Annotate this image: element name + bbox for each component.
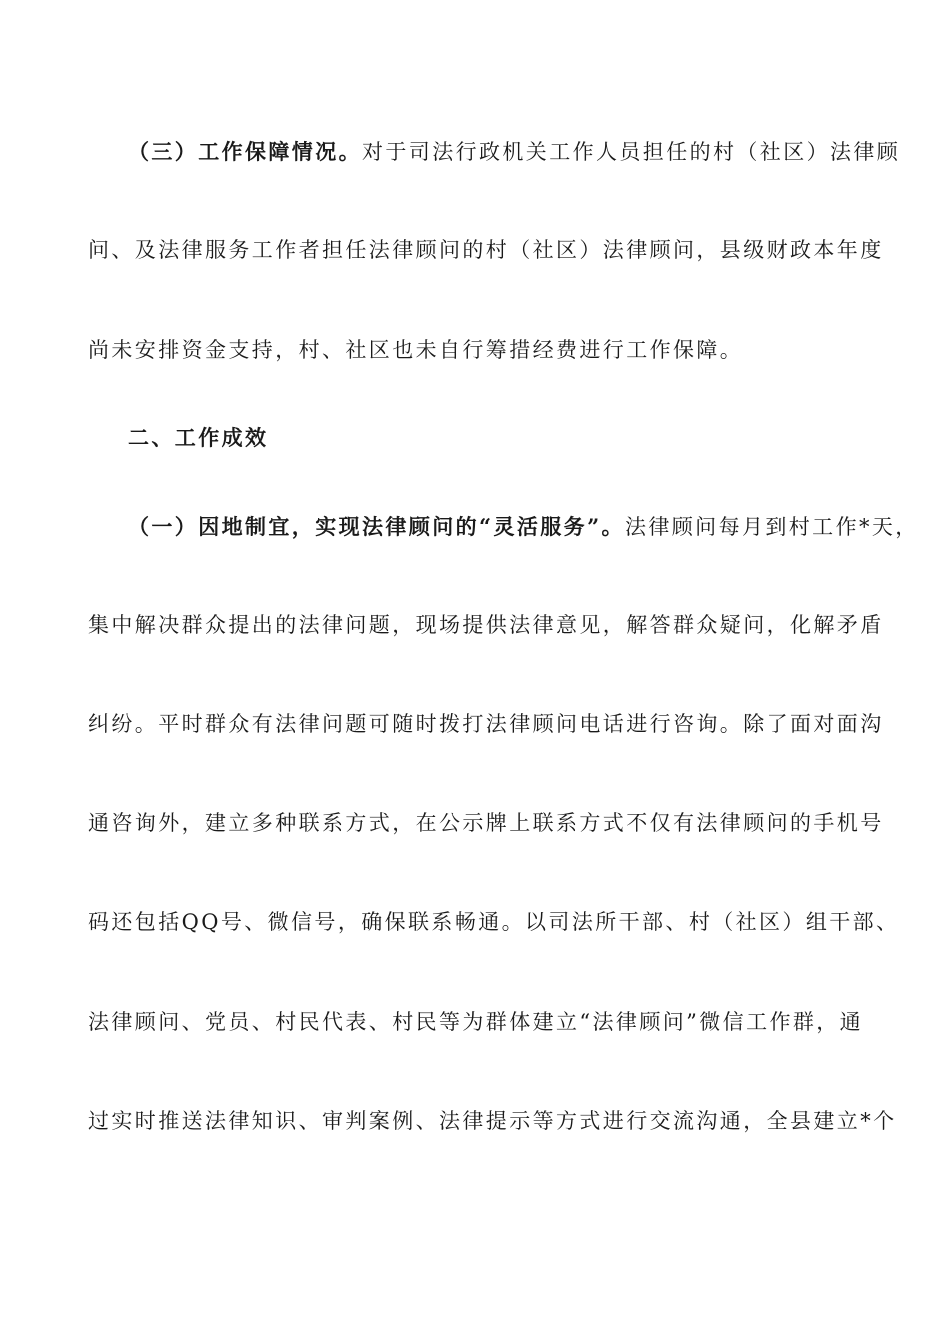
paragraph-line: 集中解决群众提出的法律问题，现场提供法律意见，解答群众疑问，化解矛盾 (88, 613, 884, 637)
paragraph-line: 法律顾问、党员、村民代表、村民等为群体建立“法律顾问”微信工作群，通 (88, 1010, 864, 1034)
paragraph-line: 纠纷。平时群众有法律问题可随时拨打法律顾问电话进行咨询。除了面对面沟 (88, 712, 884, 736)
paragraph-line: 通咨询外，建立多种联系方式，在公示牌上联系方式不仅有法律顾问的手机号 (88, 811, 884, 835)
paragraph-line (128, 512, 928, 542)
subsection-one-text: 法律顾问每月到村工作*天， (624, 515, 919, 539)
paragraph-line: 码还包括QQ号、微信号，确保联系畅通。以司法所干部、村（社区）组干部、 (88, 910, 900, 934)
paragraph-line: 尚未安排资金支持，村、社区也未自行筹措经费进行工作保障。 (88, 338, 744, 362)
paragraph-line: 问、及法律服务工作者担任法律顾问的村（社区）法律顾问，县级财政本年度 (88, 238, 884, 262)
paragraph-line (128, 137, 928, 167)
paragraph-line: 过实时推送法律知识、审判案例、法律提示等方式进行交流沟通，全县建立*个 (88, 1109, 897, 1133)
section-two-heading: 二、工作成效 (128, 425, 269, 450)
subsection-one-heading: （一）因地制宜，实现法律顾问的“灵活服务”。 (128, 514, 625, 539)
section-three-heading: （三）工作保障情况。 (128, 139, 362, 164)
section-three-text: 对于司法行政机关工作人员担任的村（社区）法律顾 (362, 140, 901, 164)
